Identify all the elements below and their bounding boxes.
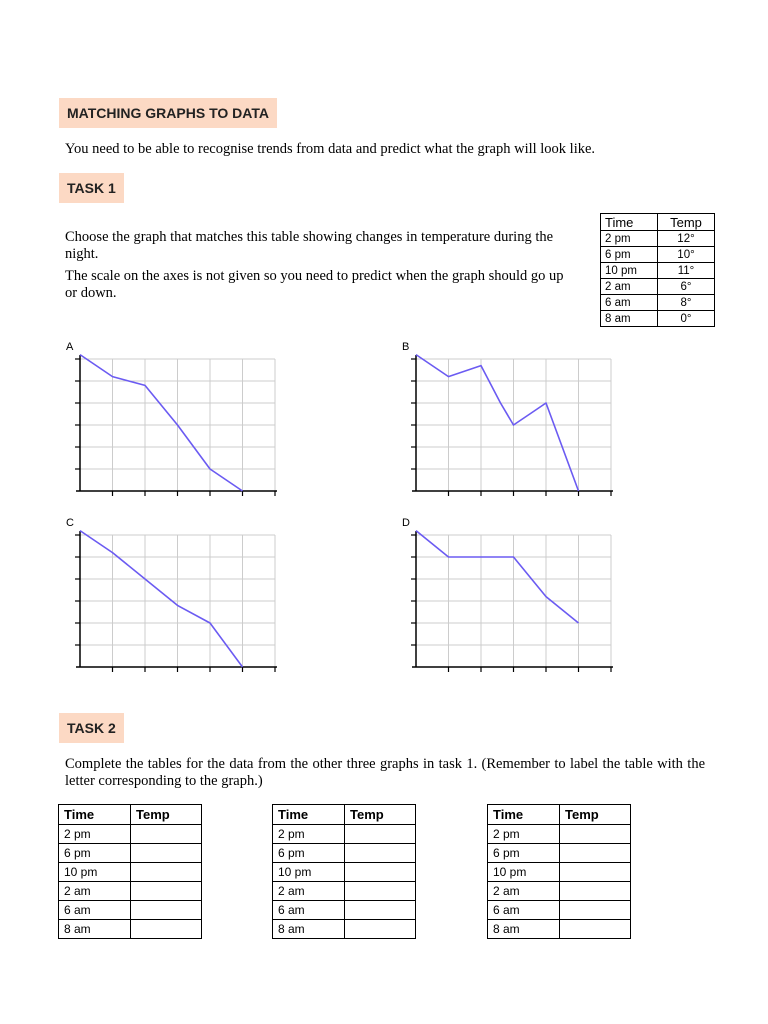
time-cell: 10 pm — [488, 863, 560, 882]
temp-input-cell[interactable] — [131, 844, 202, 863]
temp-input-cell[interactable] — [345, 844, 416, 863]
table-row — [273, 825, 416, 844]
column-header-time: Time — [488, 805, 560, 825]
temp-input-cell[interactable] — [560, 882, 631, 901]
temp-cell: 10° — [658, 247, 715, 263]
time-cell: 8 am — [273, 920, 345, 939]
temp-input-cell[interactable] — [345, 920, 416, 939]
task1-instructions-1: Choose the graph that matches this table showing changes in temperature during the night. — [65, 229, 554, 262]
table-row — [601, 263, 715, 279]
graph-d — [396, 514, 626, 674]
table-row — [488, 882, 631, 901]
table-row — [273, 901, 416, 920]
graph-label: B — [402, 341, 410, 353]
temp-input-cell[interactable] — [131, 920, 202, 939]
temp-input-cell[interactable] — [560, 920, 631, 939]
table-header-row — [273, 805, 416, 825]
temp-input-cell[interactable] — [345, 882, 416, 901]
data-series-line — [416, 355, 579, 491]
time-cell: 6 pm — [601, 247, 658, 263]
time-cell: 10 pm — [59, 863, 131, 882]
time-cell: 2 am — [273, 882, 345, 901]
graph-label: A — [66, 341, 74, 353]
intro-text: You need to be able to recognise trends from data and predict what the graph will look like. — [65, 141, 596, 157]
table-row — [273, 863, 416, 882]
task1-heading: TASK 1 — [59, 173, 124, 203]
table-row — [59, 844, 202, 863]
table-row — [601, 295, 715, 311]
graph-c — [60, 514, 290, 674]
temp-input-cell[interactable] — [345, 863, 416, 882]
temp-input-cell[interactable] — [345, 901, 416, 920]
blank-table-1 — [58, 804, 202, 939]
column-header-temp: Temp — [131, 805, 202, 825]
table-header-row — [601, 214, 715, 231]
table-row — [488, 825, 631, 844]
table-row — [59, 901, 202, 920]
page-heading: MATCHING GRAPHS TO DATA — [59, 98, 277, 128]
data-series-line — [416, 531, 579, 623]
data-series-line — [80, 355, 243, 491]
time-cell: 8 am — [601, 311, 658, 327]
temp-cell: 0° — [658, 311, 715, 327]
temp-cell: 6° — [658, 279, 715, 295]
column-header-time: Time — [273, 805, 345, 825]
time-cell: 2 am — [59, 882, 131, 901]
graph-label: C — [66, 517, 74, 529]
table-header-row — [59, 805, 202, 825]
table-row — [488, 844, 631, 863]
temp-input-cell[interactable] — [560, 901, 631, 920]
temp-input-cell[interactable] — [131, 882, 202, 901]
time-cell: 2 am — [601, 279, 658, 295]
time-cell: 6 am — [59, 901, 131, 920]
table-row — [59, 920, 202, 939]
time-cell: 10 pm — [601, 263, 658, 279]
column-header-temp: Temp — [345, 805, 416, 825]
table-row — [488, 863, 631, 882]
blank-table-2 — [272, 804, 416, 939]
temp-cell: 8° — [658, 295, 715, 311]
table-row — [601, 311, 715, 327]
time-cell: 2 am — [488, 882, 560, 901]
time-cell: 10 pm — [273, 863, 345, 882]
table-row — [273, 920, 416, 939]
temp-input-cell[interactable] — [560, 844, 631, 863]
column-header-time: Time — [601, 214, 658, 231]
task2-instructions: Complete the tables for the data from the other three graphs in task 1. (Remember to label the table with the letter corresponding to the graph.) — [65, 756, 705, 789]
temp-input-cell[interactable] — [131, 863, 202, 882]
table-row — [273, 882, 416, 901]
table-row — [59, 882, 202, 901]
time-cell: 2 pm — [59, 825, 131, 844]
time-cell: 8 am — [59, 920, 131, 939]
temp-cell: 11° — [658, 263, 715, 279]
table-header-row — [488, 805, 631, 825]
table-row — [601, 247, 715, 263]
time-cell: 2 pm — [488, 825, 560, 844]
data-series-line — [80, 531, 243, 667]
table-row — [601, 231, 715, 247]
table-row — [59, 825, 202, 844]
time-cell: 2 pm — [273, 825, 345, 844]
blank-table-3 — [487, 804, 631, 939]
temperature-table — [600, 213, 715, 327]
column-header-time: Time — [59, 805, 131, 825]
column-header-temp: Temp — [658, 214, 715, 231]
column-header-temp: Temp — [560, 805, 631, 825]
time-cell: 2 pm — [601, 231, 658, 247]
temp-input-cell[interactable] — [131, 901, 202, 920]
graph-b — [396, 338, 626, 498]
task1-instructions-2: The scale on the axes is not given so you need to predict when the graph should go up or down. — [65, 268, 564, 301]
time-cell: 6 am — [273, 901, 345, 920]
task2-heading: TASK 2 — [59, 713, 124, 743]
table-row — [601, 279, 715, 295]
table-row — [59, 863, 202, 882]
temp-input-cell[interactable] — [345, 825, 416, 844]
table-row — [273, 844, 416, 863]
time-cell: 6 am — [601, 295, 658, 311]
graph-label: D — [402, 517, 410, 529]
table-row — [488, 920, 631, 939]
time-cell: 6 am — [488, 901, 560, 920]
temp-cell: 12° — [658, 231, 715, 247]
temp-input-cell[interactable] — [560, 863, 631, 882]
table-row — [488, 901, 631, 920]
temp-input-cell[interactable] — [560, 825, 631, 844]
time-cell: 8 am — [488, 920, 560, 939]
time-cell: 6 pm — [59, 844, 131, 863]
time-cell: 6 pm — [273, 844, 345, 863]
temp-input-cell[interactable] — [131, 825, 202, 844]
graph-a — [60, 338, 290, 498]
time-cell: 6 pm — [488, 844, 560, 863]
